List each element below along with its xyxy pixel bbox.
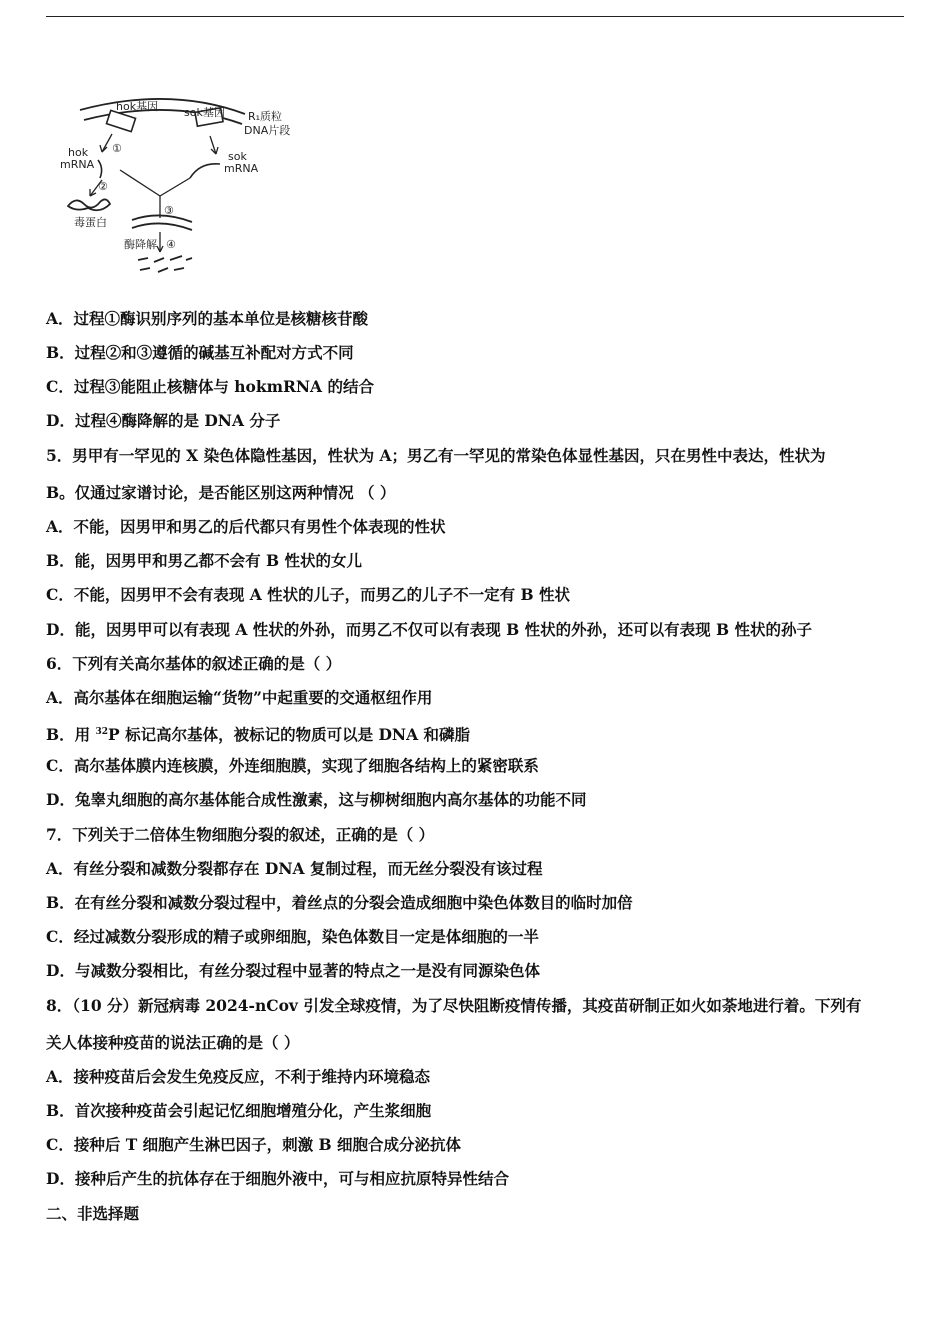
q5-option-c: C．不能，因男甲不会有表现 A 性状的儿子，而男乙的儿子不一定有 B 性状 xyxy=(46,585,571,604)
hok-mrna-label-2: mRNA xyxy=(60,158,95,171)
sok-gene-label: sok基因 xyxy=(184,106,225,119)
q8-option-b: B．首次接种疫苗会引起记忆细胞增殖分化，产生浆细胞 xyxy=(46,1101,432,1120)
q8-option-d: D．接种后产生的抗体存在于细胞外液中，可与相应抗原特异性结合 xyxy=(46,1169,509,1188)
q5-stem-line-2: B。仅通过家谱讨论，是否能区别这两种情况 （ ） xyxy=(46,483,396,502)
toxin-protein-shape xyxy=(68,199,110,210)
toxin-protein-label: 毒蛋白 xyxy=(74,216,107,229)
q7-option-b: B．在有丝分裂和减数分裂过程中，着丝点的分裂会造成细胞中染色体数目的临时加倍 xyxy=(46,893,633,912)
q8-stem-line-2: 关人体接种疫苗的说法正确的是（ ） xyxy=(46,1033,300,1052)
degraded-fragments-top xyxy=(138,256,192,262)
q6-option-b-superscript: 32 xyxy=(95,727,109,737)
hybrid-strand-bottom xyxy=(132,223,192,230)
q6-option-d: D．兔睾丸细胞的高尔基体能合成性激素，这与柳树细胞内高尔基体的功能不同 xyxy=(46,790,587,809)
sok-mrna-strand xyxy=(190,164,220,178)
step-4-label: ④ xyxy=(166,238,176,251)
degraded-fragments-bottom xyxy=(140,268,184,272)
step-3-label: ③ xyxy=(164,204,174,217)
converge-left xyxy=(120,170,160,196)
q5-option-b: B．能，因男甲和男乙都不会有 B 性状的女儿 xyxy=(46,551,362,570)
q6-option-c: C．高尔基体膜内连核膜，外连细胞膜，实现了细胞各结构上的紧密联系 xyxy=(46,756,539,775)
hok-sok-diagram xyxy=(60,92,320,282)
q7-option-d: D．与减数分裂相比，有丝分裂过程中显著的特点之一是没有同源染色体 xyxy=(46,961,540,980)
q6-option-a: A．高尔基体在细胞运输“货物”中起重要的交通枢纽作用 xyxy=(46,688,433,707)
sok-mrna-label-1: sok xyxy=(228,150,247,163)
hok-transcription-arrow xyxy=(102,134,112,152)
r1-plasmid-label-2: DNA片段 xyxy=(244,124,291,137)
header-rule xyxy=(46,16,904,17)
q4-option-b: B．过程②和③遵循的碱基互补配对方式不同 xyxy=(46,343,354,362)
q5-stem-line-1: 5．男甲有一罕见的 X 染色体隐性基因，性状为 A；男乙有一罕见的常染色体显性基因，只在男性中表达，性状为 xyxy=(46,446,826,465)
r1-plasmid-label-1: R₁质粒 xyxy=(248,110,283,123)
q4-option-c: C．过程③能阻止核糖体与 hokmRNA 的结合 xyxy=(46,377,374,396)
q6-option-b-prefix: B．用 xyxy=(46,725,96,744)
q8-option-c: C．接种后 T 细胞产生淋巴因子，刺激 B 细胞合成分泌抗体 xyxy=(46,1135,462,1154)
q6-option-b-rest: P 标记高尔基体，被标记的物质可以是 DNA 和磷脂 xyxy=(108,725,471,744)
step-2-label: ② xyxy=(98,180,108,193)
q4-option-d: D．过程④酶降解的是 DNA 分子 xyxy=(46,411,281,430)
sok-mrna-label-2: mRNA xyxy=(224,162,259,175)
q5-option-d: D．能，因男甲可以有表现 A 性状的外孙，而男乙不仅可以有表现 B 性状的外孙，还可以有表现 B 性状的孙子 xyxy=(46,620,813,639)
converge-right xyxy=(160,178,190,196)
hybrid-strand-top xyxy=(132,215,192,222)
hok-mrna-strand xyxy=(98,160,102,178)
enzyme-degrade-label: 酶降解 xyxy=(124,238,157,251)
step-1-label: ① xyxy=(112,142,122,155)
q7-option-c: C．经过减数分裂形成的精子或卵细胞，染色体数目一定是体细胞的一半 xyxy=(46,927,539,946)
q8-stem-line-1: 8．（10 分）新冠病毒 2024-nCov 引发全球疫情，为了尽快阻断疫情传播，其疫苗研制正如火如荼地进行着。下列有 xyxy=(46,996,862,1015)
hok-gene-label: hok基因 xyxy=(116,100,159,113)
hok-mrna-label-1: hok xyxy=(68,146,89,159)
q5-option-a: A．不能，因男甲和男乙的后代都只有男性个体表现的性状 xyxy=(46,517,446,536)
q6-stem: 6．下列有关高尔基体的叙述正确的是（ ） xyxy=(46,654,342,673)
q7-option-a: A．有丝分裂和减数分裂都存在 DNA 复制过程，而无丝分裂没有该过程 xyxy=(46,859,543,878)
section-heading-non-choice: 二、非选择题 xyxy=(46,1204,140,1223)
q4-option-a: A．过程①酶识别序列的基本单位是核糖核苷酸 xyxy=(46,309,369,328)
hok-gene-box xyxy=(106,110,135,131)
q7-stem: 7．下列关于二倍体生物细胞分裂的叙述，正确的是（ ） xyxy=(46,825,435,844)
diagram-svg xyxy=(60,92,320,282)
q8-option-a: A．接种疫苗后会发生免疫反应，不利于维持内环境稳态 xyxy=(46,1067,431,1086)
q6-option-b xyxy=(46,722,470,745)
